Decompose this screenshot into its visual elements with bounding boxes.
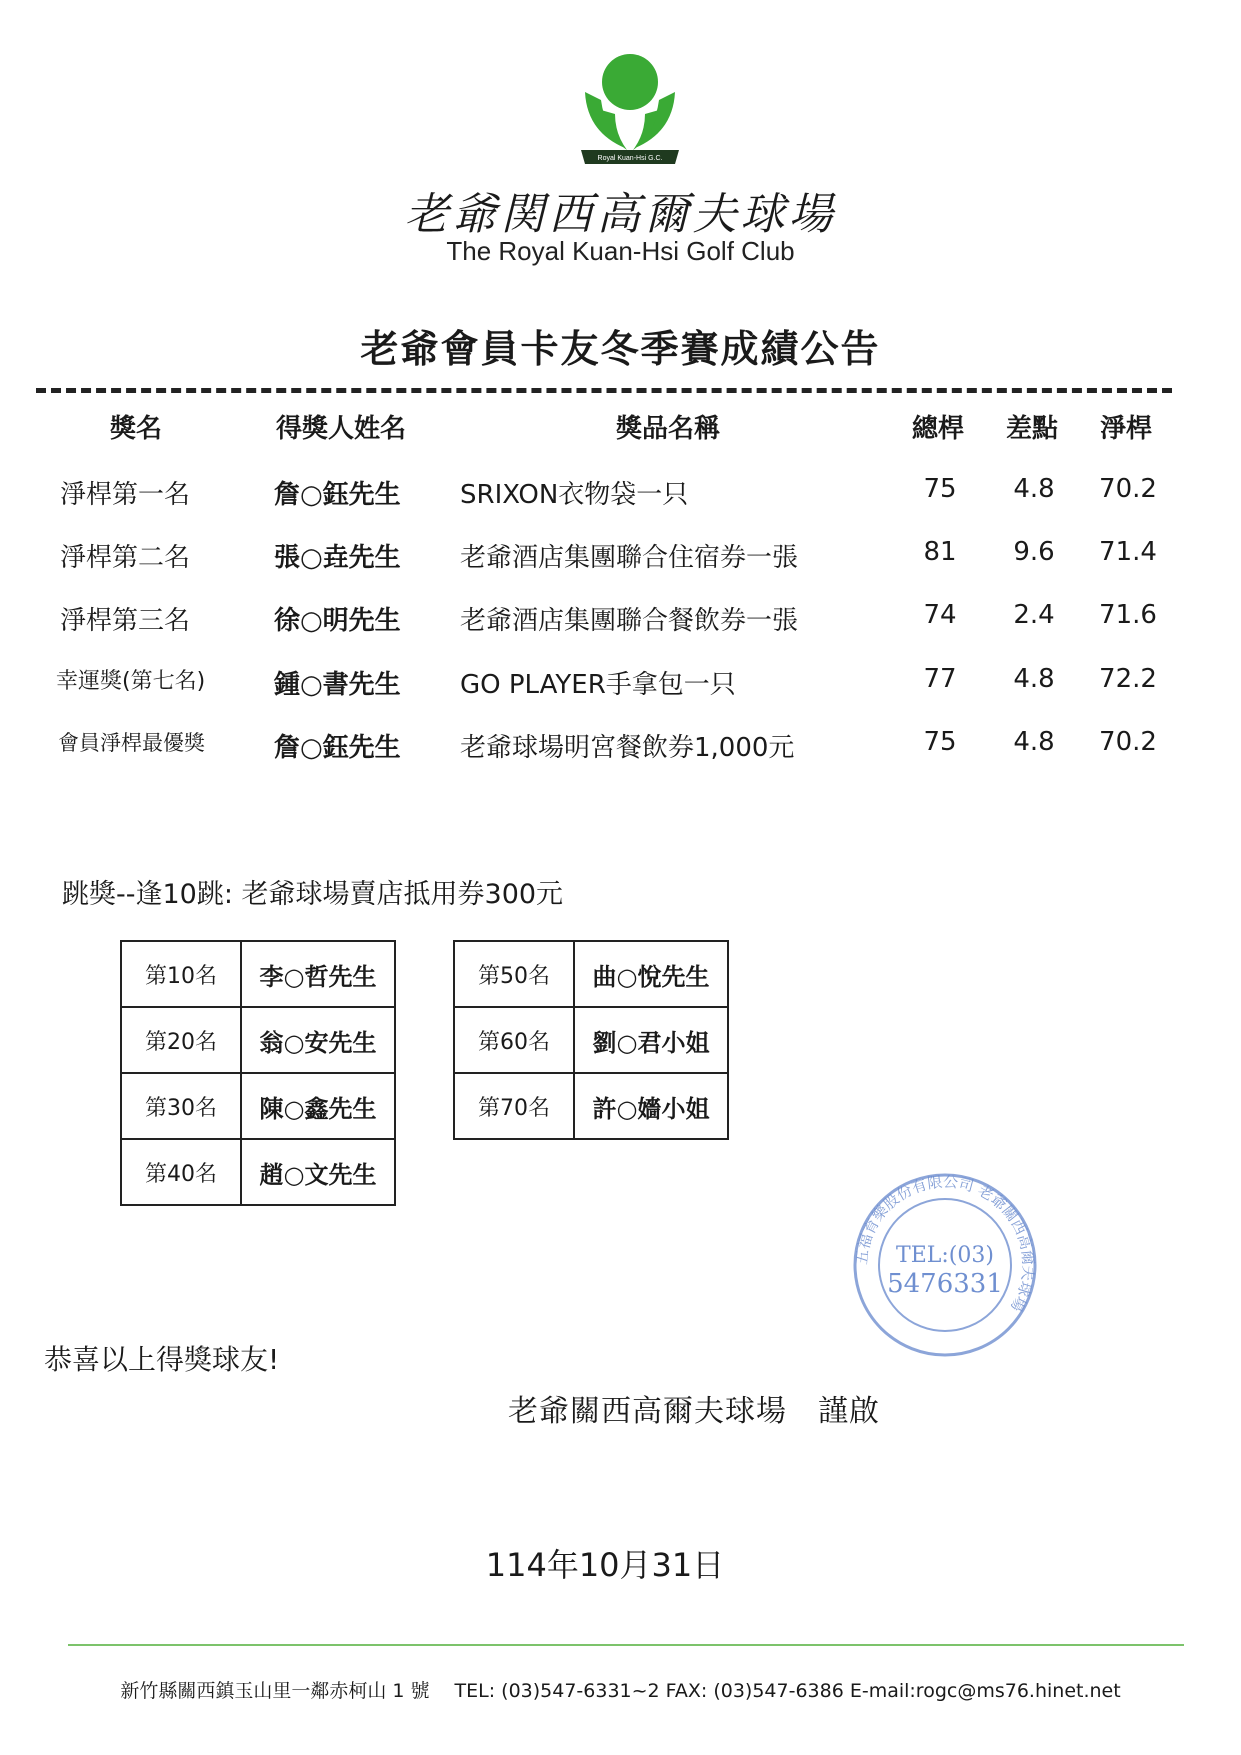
handicap: 2.4 xyxy=(1013,600,1055,630)
stamp-tel-number: 5476331 xyxy=(887,1269,1003,1299)
header-prize: 獎品名稱 xyxy=(616,414,721,444)
prize-name: SRIXON衣物袋一只 xyxy=(460,480,689,510)
winner-name: 張○垚先生 xyxy=(274,543,401,573)
award-name: 幸運獎(第七名) xyxy=(56,669,206,694)
table-row xyxy=(121,1007,395,1073)
result-row xyxy=(0,664,1241,704)
winner-name: 徐○明先生 xyxy=(274,606,401,636)
award-name: 淨桿第二名 xyxy=(60,543,191,573)
signature-line: 老爺關西高爾夫球場 謹啟 xyxy=(508,1394,880,1429)
jump-prize-description: 跳獎--逢10跳: 老爺球場賣店抵用券300元 xyxy=(62,879,564,910)
table-row xyxy=(454,1073,728,1139)
table-row xyxy=(121,1073,395,1139)
header-net: 淨桿 xyxy=(1100,414,1153,444)
jump-winner: 趙○文先生 xyxy=(241,1139,395,1205)
header-gross: 總桿 xyxy=(912,414,965,444)
gross-score: 75 xyxy=(923,727,957,757)
jump-winner: 劉○君小姐 xyxy=(574,1007,728,1073)
award-name: 淨桿第三名 xyxy=(60,606,191,636)
club-logo xyxy=(575,52,685,172)
prize-name: 老爺球場明宮餐飲券1,000元 xyxy=(460,733,795,763)
winner-name: 詹○鈺先生 xyxy=(274,480,401,510)
prize-name: 老爺酒店集團聯合餐飲券一張 xyxy=(460,606,799,636)
dashed-divider xyxy=(36,388,1172,393)
logo-text: Royal Kuan-Hsi G.C. xyxy=(597,155,663,162)
header-winner: 得獎人姓名 xyxy=(276,414,407,444)
prize-name: GO PLAYER手拿包一只 xyxy=(460,670,736,700)
net-score: 71.6 xyxy=(1099,600,1157,630)
congratulations-text: 恭喜以上得獎球友! xyxy=(44,1343,280,1376)
result-row xyxy=(0,474,1241,514)
winner-name: 鍾○書先生 xyxy=(274,670,401,700)
table-row xyxy=(454,941,728,1007)
jump-winner: 陳○鑫先生 xyxy=(241,1073,395,1139)
net-score: 72.2 xyxy=(1099,664,1157,694)
footer-divider xyxy=(68,1644,1184,1646)
issue-date: 114年10月31日 xyxy=(485,1546,725,1584)
jump-rank: 第40名 xyxy=(121,1139,241,1205)
table-row xyxy=(121,941,395,1007)
award-name: 淨桿第一名 xyxy=(60,480,191,510)
net-score: 71.4 xyxy=(1099,537,1157,567)
jump-winner: 翁○安先生 xyxy=(241,1007,395,1073)
jump-winner: 許○嬙小姐 xyxy=(574,1073,728,1139)
jump-winner: 李○哲先生 xyxy=(241,941,395,1007)
jump-rank: 第10名 xyxy=(121,941,241,1007)
stamp-outer-text-path: 五福育樂股份有限公司 老爺關西高爾夫球場 xyxy=(852,1172,1038,1315)
jump-winner: 曲○悅先生 xyxy=(574,941,728,1007)
table-row xyxy=(121,1139,395,1205)
gross-score: 81 xyxy=(923,537,957,567)
result-row xyxy=(0,727,1241,767)
net-score: 70.2 xyxy=(1099,474,1157,504)
result-row xyxy=(0,537,1241,577)
net-score: 70.2 xyxy=(1099,727,1157,757)
jump-prize-table-left xyxy=(120,940,396,1206)
gross-score: 77 xyxy=(923,664,957,694)
company-stamp xyxy=(850,1170,1040,1360)
handicap: 9.6 xyxy=(1013,537,1055,567)
jump-rank: 第20名 xyxy=(121,1007,241,1073)
footer-contact: 新竹縣關西鎮玉山里一鄰赤柯山 1 號 TEL: (03)547-6331~2 FAX: (03)547-6386 E-mail:rogc@ms76.hinet.net xyxy=(120,1680,1121,1702)
club-name-english: The Royal Kuan-Hsi Golf Club xyxy=(446,236,795,266)
handicap: 4.8 xyxy=(1013,664,1055,694)
page-title: 老爺會員卡友冬季賽成績公告 xyxy=(360,327,881,371)
winner-name: 詹○鈺先生 xyxy=(274,733,401,763)
handicap: 4.8 xyxy=(1013,474,1055,504)
stamp-tel-label: TEL:(03) xyxy=(896,1243,994,1268)
table-row xyxy=(454,1007,728,1073)
prize-name: 老爺酒店集團聯合住宿券一張 xyxy=(460,543,799,573)
gross-score: 74 xyxy=(923,600,957,630)
handicap: 4.8 xyxy=(1013,727,1055,757)
club-name-chinese: 老爺関西高爾夫球場 xyxy=(404,189,837,240)
jump-rank: 第30名 xyxy=(121,1073,241,1139)
gross-score: 75 xyxy=(923,474,957,504)
header-handicap: 差點 xyxy=(1006,414,1059,444)
award-name: 會員淨桿最優獎 xyxy=(58,731,205,755)
header-award: 獎名 xyxy=(110,414,163,444)
jump-rank: 第50名 xyxy=(454,941,574,1007)
jump-rank: 第60名 xyxy=(454,1007,574,1073)
jump-prize-table-right xyxy=(453,940,729,1140)
jump-rank: 第70名 xyxy=(454,1073,574,1139)
result-row xyxy=(0,600,1241,640)
